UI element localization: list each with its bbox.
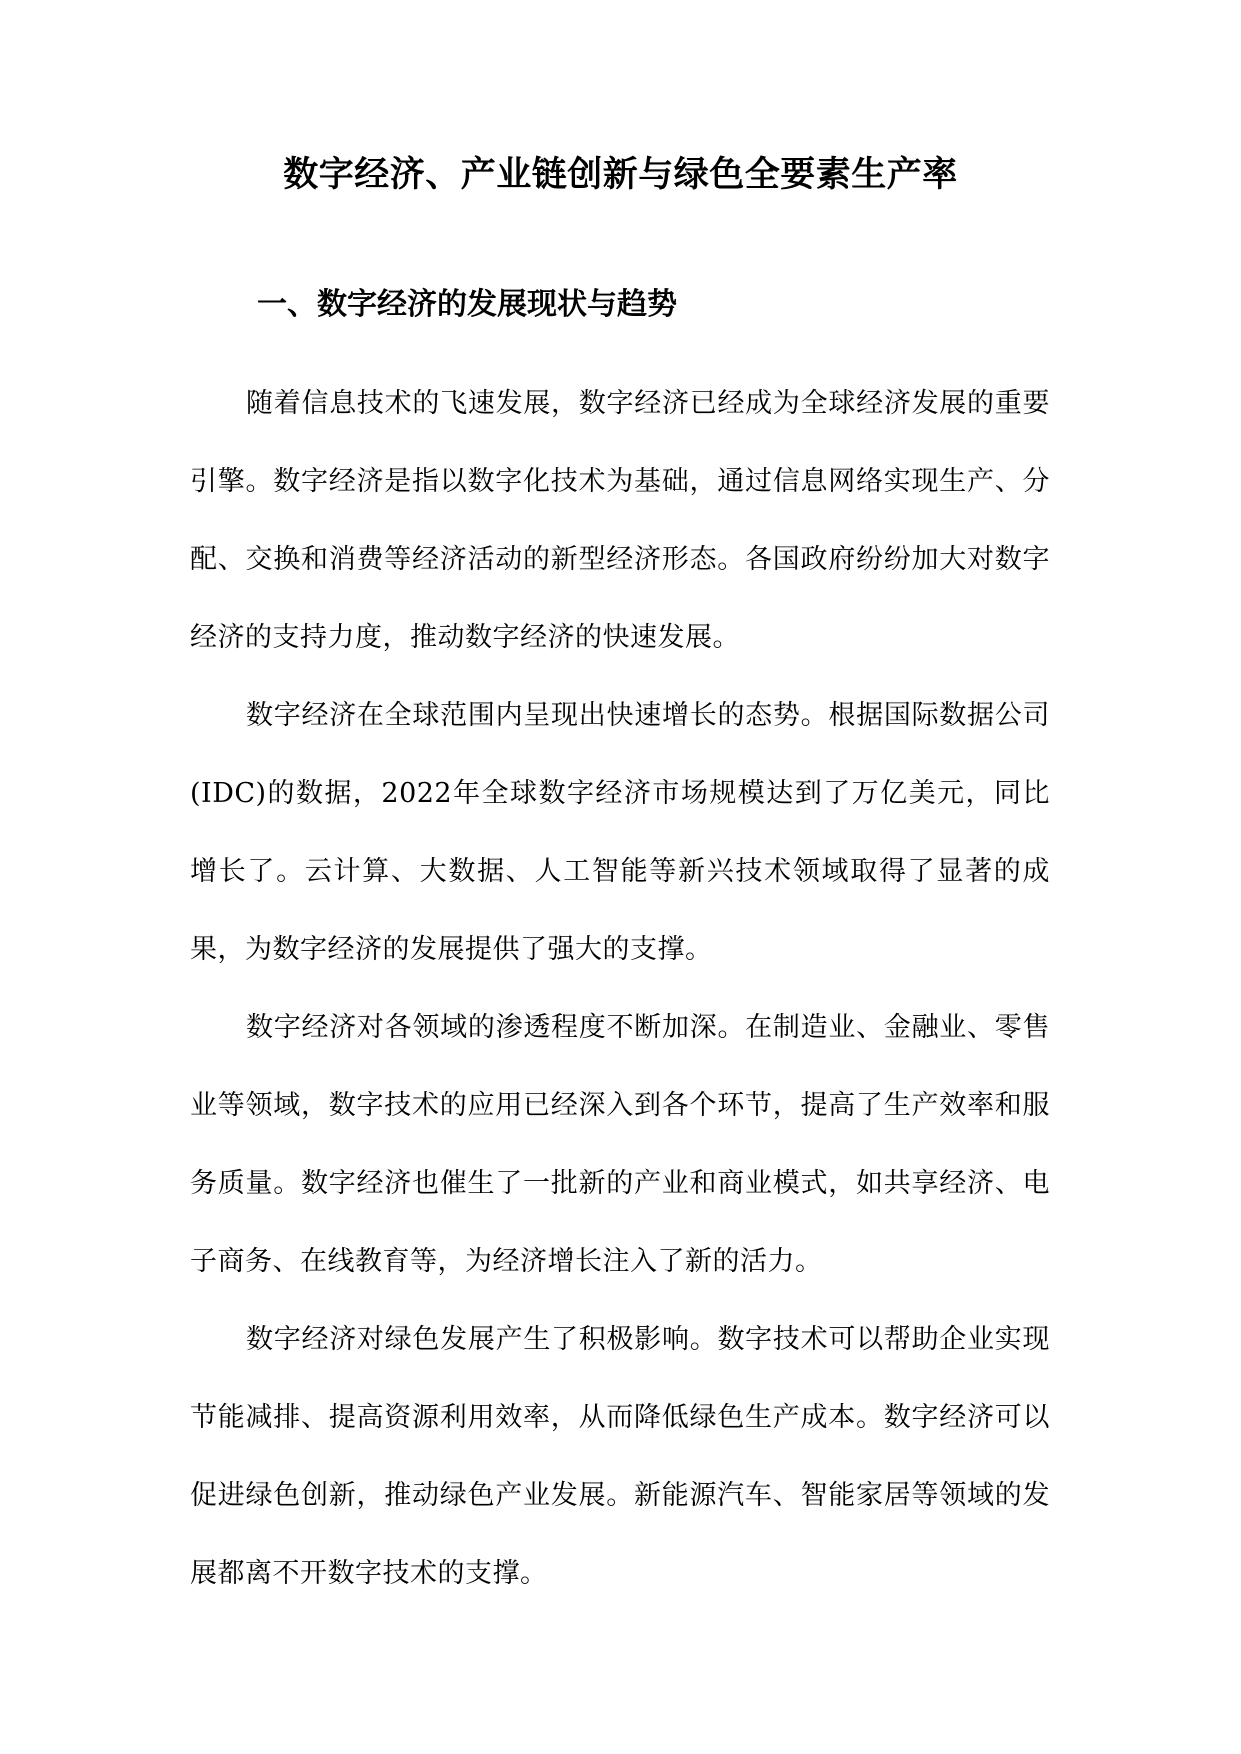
paragraph: 数字经济对各领域的渗透程度不断加深。在制造业、金融业、零售业等领域，数字技术的应用已经深入到各个环节，提高了生产效率和服务质量。数字经济也催生了一批新的产业和商业模式，如共享经济、电子商务、在线教育等，为经济增长注入了新的活力。	[190, 1012, 1050, 1277]
section-heading: 一、数字经济的发展现状与趋势	[257, 287, 677, 322]
document-body	[190, 365, 1050, 1613]
paragraph: 数字经济对绿色发展产生了积极影响。数字技术可以帮助企业实现节能减排、提高资源利用效率，从而降低绿色生产成本。数字经济可以促进绿色创新，推动绿色产业发展。新能源汽车、智能家居等领域的发展都离不开数字技术的支撑。	[190, 1324, 1050, 1589]
document-title: 数字经济、产业链创新与绿色全要素生产率	[283, 155, 958, 195]
paragraph: 随着信息技术的飞速发展，数字经济已经成为全球经济发展的重要引擎。数字经济是指以数字化技术为基础，通过信息网络实现生产、分配、交换和消费等经济活动的新型经济形态。各国政府纷纷加大对数字经济的支持力度，推动数字经济的快速发展。	[190, 388, 1050, 653]
paragraph: 数字经济在全球范围内呈现出快速增长的态势。根据国际数据公司(IDC)的数据，2022年全球数字经济市场规模达到了万亿美元，同比增长了。云计算、大数据、人工智能等新兴技术领域取得了显著的成果，为数字经济的发展提供了强大的支撑。	[190, 700, 1050, 965]
